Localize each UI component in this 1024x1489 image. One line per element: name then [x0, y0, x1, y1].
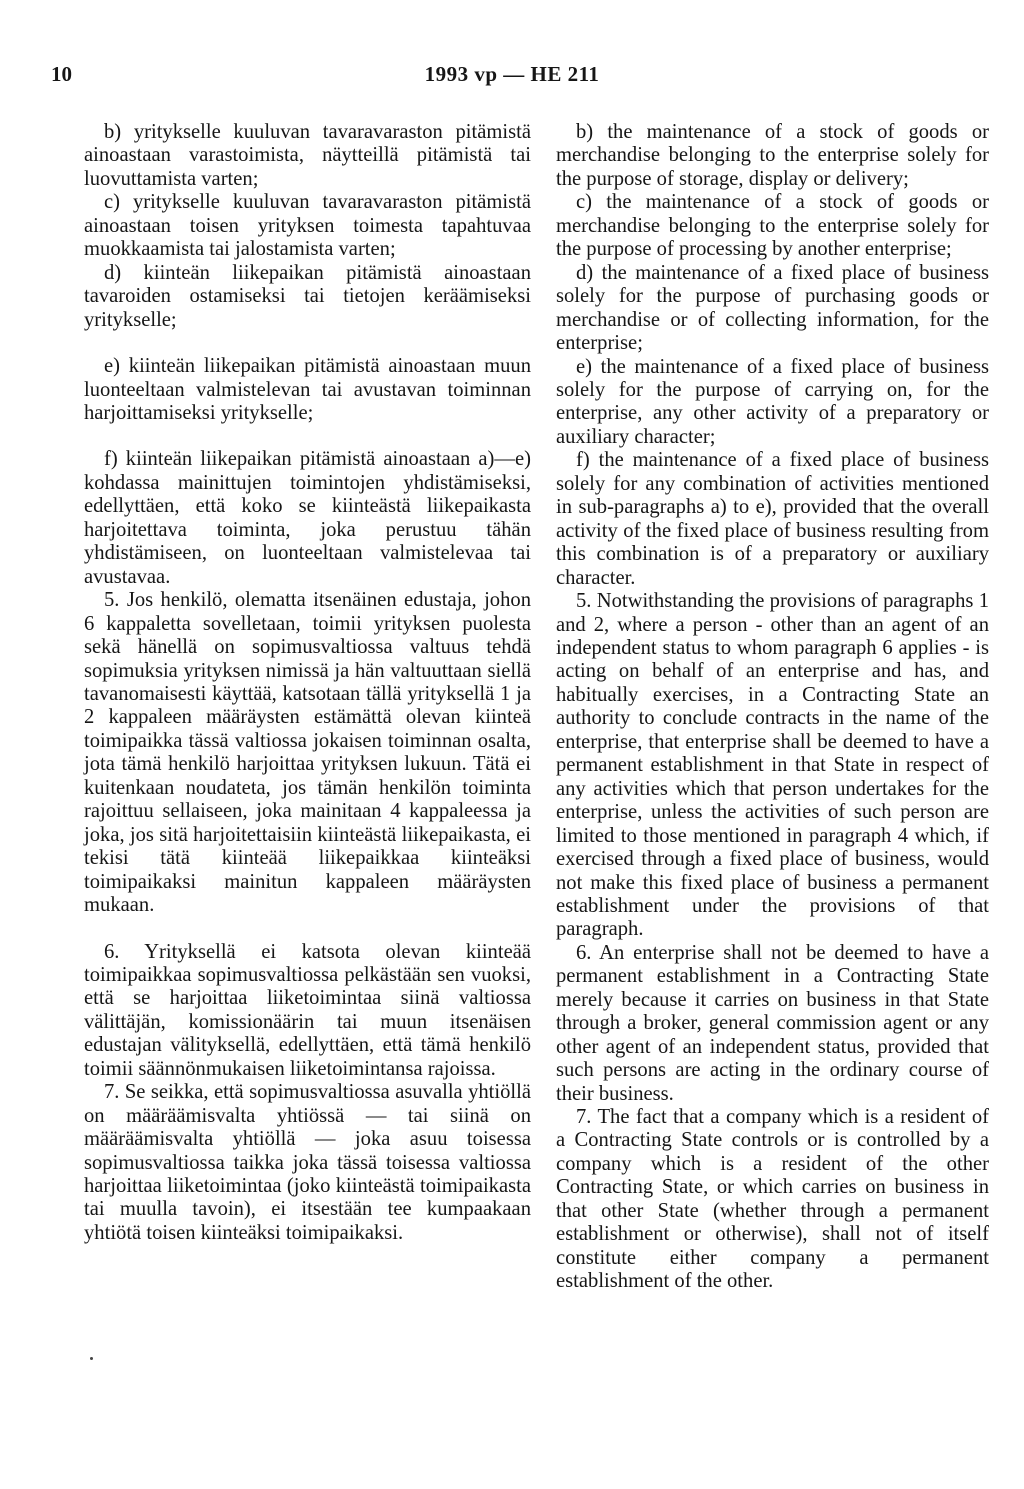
en-item-c: c) the maintenance of a stock of goods or merchandise belonging to the enterprise solely for the purpose of processing by another enterprise; [556, 191, 989, 261]
en-item-b: b) the maintenance of a stock of goods or merchandise belonging to the enterprise solely for the purpose of storage, display or delivery; [556, 121, 989, 190]
en-paragraph-5: 5. Notwithstanding the provisions of paragraphs 1 and 2, where a person - other than an agent of an independent status to whom paragraph 6 applies - is acting on behalf of an enterprise and has, and habitually exercises, in a Contracting State an authority to conclude contracts in the name of the enterprise, that enterprise shall be deemed to have a permanent establishment in that State in respect of any activities which that person undertakes for the enterprise, unless the activities of such person are limited to those mentioned in paragraph 4 which, if exercised through a fixed place of business, would not make this fixed place of business a permanent establishment under the provisions of that paragraph. [556, 590, 989, 941]
fi-item-d: d) kiinteän liikepaikan pitämistä ainoastaan tavaroiden ostamiseksi tai tietojen keräämiseksi yritykselle; [84, 261, 531, 331]
en-item-d: d) the maintenance of a fixed place of business solely for the purpose of purchasing goods or merchandise or of collecting information, for the enterprise; [556, 261, 989, 355]
fi-paragraph-6: 6. Yrityksellä ei katsota olevan kiinteää toimipaikkaa sopimusvaltiossa pelkästään sen vuoksi, että se harjoittaa liiketoimintaa siinä valtiossa välittäjän, komissionäärin tai muun itsenäisen edustajan välityksellä, edellyttäen, että tämä henkilö toimii säännönmukaisen liiketoimintansa rajoissa. [84, 940, 531, 1080]
en-item-e: e) the maintenance of a fixed place of business solely for the purpose of carrying on, for the enterprise, any other activity of a preparatory or auxiliary character; [556, 355, 989, 448]
scan-speck [90, 1357, 93, 1360]
fi-item-f: f) kiinteän liikepaikan pitämistä ainoastaan a)—e) kohdassa mainittujen toimintojen yhdistämiseksi, edellyttäen, että koko se kiinteästä liikepaikasta harjoitettava toiminta, joka perustuu tähän yhdistämiseen, on luonteeltaan valmistelevaa tai avustavaa. [84, 448, 531, 588]
fi-item-b: b) yritykselle kuuluvan tavaravaraston pitämistä ainoastaan varastoimista, näytteillä pitämistä tai luovuttamista varten; [84, 121, 531, 190]
en-item-f: f) the maintenance of a fixed place of business solely for any combination of activities mentioned in sub-paragraphs a) to e), provided that the overall activity of the fixed place of business resulting from this combination is of a preparatory or auxiliary character. [556, 449, 989, 589]
fi-item-e: e) kiinteän liikepaikan pitämistä ainoastaan muun luonteeltaan valmistelevan tai avustavan toiminnan harjoittamiseksi yritykselle; [84, 355, 531, 424]
english-column [556, 121, 989, 1294]
page-number: 10 [51, 62, 72, 86]
fi-paragraph-5: 5. Jos henkilö, olematta itsenäinen edustaja, johon 6 kappaletta sovelletaan, toimii yrityksen puolesta sekä hänellä on sopimusvaltiossa valtuus tehdä sopimuksia yrityksen nimissä ja hän valtuuttaan siellä tavanomaisesti käyttää, katsotaan tällä yrityksellä 1 ja 2 kappaleen määräysten estämättä olevan kiinteä toimipaikka tässä valtiossa jokaisen toiminnan osalta, jota tämä henkilö harjoittaa yrityksen lukuun. Tätä ei kuitenkaan noudateta, jos tämän henkilön toiminta rajoittuu sellaiseen, joka mainitaan 4 kappaleessa ja joka, jos sitä harjoitettaisiin kiinteästä liikepaikasta, ei tekisi tätä kiinteää liikepaikkaa kiinteäksi toimipaikaksi mainitun kappaleen määräysten mukaan. [84, 589, 531, 917]
fi-paragraph-7: 7. Se seikka, että sopimusvaltiossa asuvalla yhtiöllä on määräämisvalta yhtiössä — tai siinä on määräämisvalta yhtiöllä — joka asuu toisessa sopimusvaltiossa taikka joka tässä toisessa valtiossa harjoittaa liiketoimintaa (joko kiinteästä toimipaikasta tai muulla tavoin), ei itsestään tee kumpaakaan yhtiötä toisen kiinteäksi toimipaikaksi. [84, 1081, 531, 1244]
en-paragraph-6: 6. An enterprise shall not be deemed to have a permanent establishment in a Contracting State merely because it carries on business in that State through a broker, general commission agent or any other agent of an independent status, provided that such persons are acting in the ordinary course of their business. [556, 941, 989, 1105]
fi-item-c: c) yritykselle kuuluvan tavaravaraston pitämistä ainoastaan toisen yrityksen toimesta tapahtuvaa muokkaamista tai jalostamista varten; [84, 191, 531, 261]
running-head: 1993 vp — HE 211 [424, 62, 600, 86]
finnish-column [84, 121, 531, 1245]
en-paragraph-7: 7. The fact that a company which is a resident of a Contracting State controls or is controlled by a company which is a resident of the other Contracting State, or which carries on business in that other State (whether through a permanent establishment or otherwise), shall not of itself constitute either company a permanent establishment of the other. [556, 1106, 989, 1293]
